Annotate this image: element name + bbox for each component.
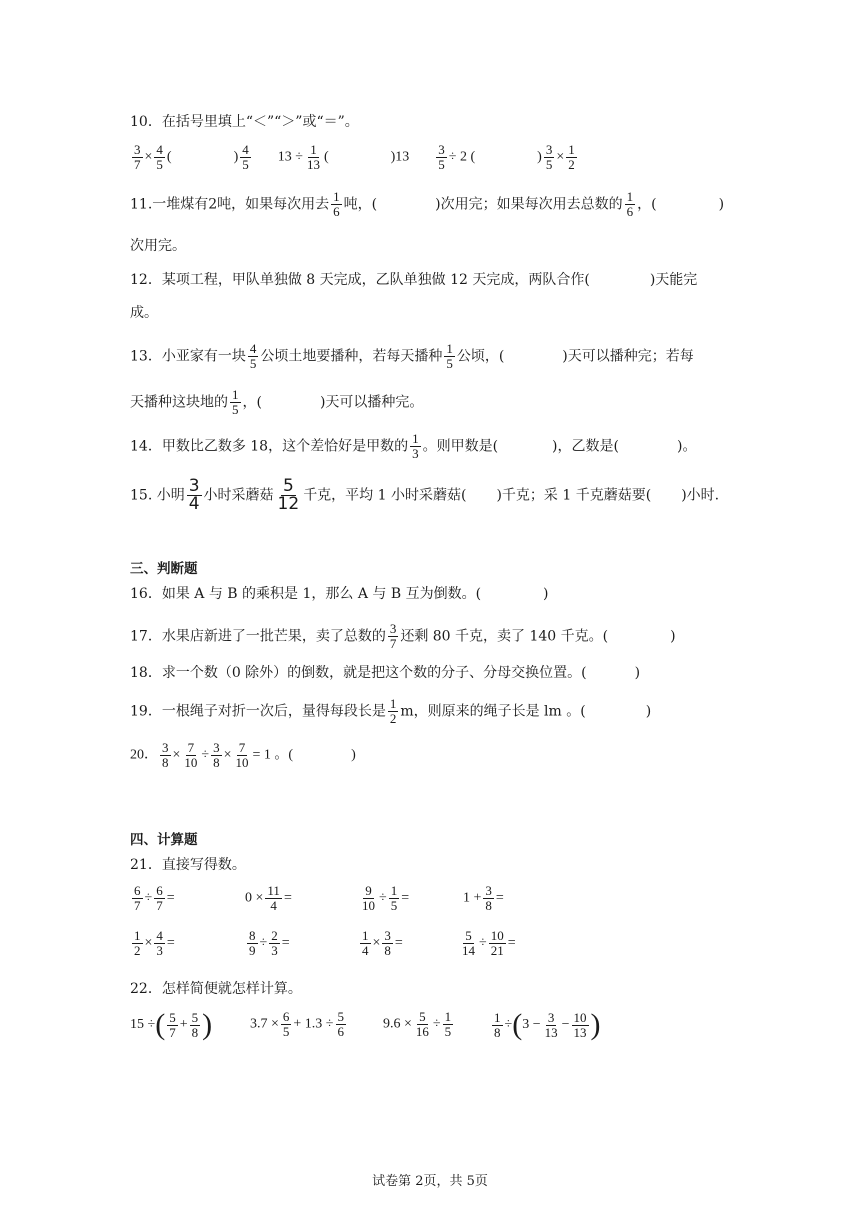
q21-item: $\frac{9}{10}$ ÷ $\frac{1}{5}$ =: [362, 883, 410, 913]
q22-expression: $\frac{1}{8}$ ÷(3 − $\frac{3}{13}$ − $\frac{10}{13}$ ): [494, 1008, 601, 1041]
q11-line1: 11.一堆煤有2吨，如果每次用去 $\frac{1}{6}$ 吨，( )次用完；如果每次用去总数的 $\frac{1}{6}$ ，( ): [130, 189, 725, 219]
q22-expression: 3.7 × $\frac{6}{5}$ + 1.3 ÷ $\frac{5}{6}$: [250, 1009, 344, 1039]
q11-line2: 次用完。: [130, 238, 186, 254]
q14-line: 14．甲数比乙数多 18，这个差恰好是甲数的 $\frac{1}{3}$ 。则甲数是( )，乙数是( )。: [130, 431, 697, 461]
q22-title: 22．怎样简便就怎样计算。: [130, 981, 302, 997]
q21-item: $\frac{5}{14}$ ÷ $\frac{10}{21}$ =: [462, 928, 516, 958]
q22-expression: 15 ÷( $\frac{5}{7}$ + $\frac{5}{8}$ ): [130, 1008, 213, 1041]
fraction: $\frac{3}{7}$: [134, 142, 141, 172]
q19-line: 19．一根绳子对折一次后，量得每段长是 $\frac{1}{2}$ m，则原来的绳子长是 lm 。( ): [130, 696, 652, 726]
q21-item: $\frac{8}{9}$ ÷ $\frac{2}{3}$ =: [249, 928, 290, 958]
answer-blank[interactable]: (: [323, 149, 329, 165]
q15-line: 15. 小明 $\frac{3}{4}$ 小时采蘑菇 $\frac{5}{12}$ 千克，平均 1 小时采蘑菇( )千克；采 1 千克蘑菇要( )小时.: [130, 476, 720, 514]
q13-line1: 13．小亚家有一块 $\frac{4}{5}$ 公顷土地要播种，若每天播种 $\frac{1}{5}$ 公顷，( )天可以播种完；若每: [130, 341, 694, 371]
q10-expressions: $\frac{3}{7}$ × $\frac{4}{5}$ ( ) $\frac{4}{5}$ 13 ÷ $\frac{1}{13}$ ( )13 $\frac{3}{5}$ ÷ 2 ( ) $\frac{3}{5}$ × $\frac{1}{2}$: [134, 142, 575, 172]
q21-item: $\frac{1}{2}$ × $\frac{4}{3}$ =: [134, 928, 175, 958]
q17-line: 17．水果店新进了一批芒果，卖了总数的 $\frac{3}{7}$ 还剩 80 千克，卖了 140 千克。( ): [130, 621, 676, 651]
section-heading-calculation: 四、计算题: [130, 832, 198, 848]
q21-title: 21．直接写得数。: [130, 857, 246, 873]
q20-line: 20． $\frac{3}{8}$ × $\frac{7}{10}$ ÷ $\frac{3}{8}$ × $\frac{7}{10}$ = 1 。( ): [130, 740, 356, 770]
q21-item: $\frac{6}{7}$ ÷ $\frac{6}{7}$ =: [134, 883, 175, 913]
answer-blank[interactable]: (: [166, 149, 172, 165]
answer-blank[interactable]: ÷ 2 (: [448, 149, 476, 165]
q21-item: $\frac{1}{4}$ × $\frac{3}{8}$ =: [362, 928, 403, 958]
q21-item: 1 + $\frac{3}{8}$ =: [463, 883, 504, 913]
q16-line: 16．如果 A 与 B 的乘积是 1，那么 A 与 B 互为倒数。( ): [130, 586, 549, 602]
q10-title: 10．在括号里填上“＜”“＞”或“＝”。: [130, 114, 359, 130]
q21-item: 0 × $\frac{11}{4}$ =: [245, 883, 292, 913]
q22-expression: 9.6 × $\frac{5}{16}$ ÷ $\frac{1}{5}$: [383, 1009, 452, 1039]
q12-line2: 成。: [130, 305, 158, 321]
q12-line1: 12．某项工程，甲队单独做 8 天完成，乙队单独做 12 天完成，两队合作( )天能完: [130, 272, 698, 288]
page-footer: 试卷第 2页，共 5页: [372, 1174, 488, 1189]
section-heading-judgement: 三、判断题: [130, 561, 198, 577]
q13-line2: 天播种这块地的 $\frac{1}{5}$ ，( )天可以播种完。: [130, 387, 424, 417]
q18-line: 18．求一个数（0 除外）的倒数，就是把这个数的分子、分母交换位置。( ): [130, 665, 641, 681]
